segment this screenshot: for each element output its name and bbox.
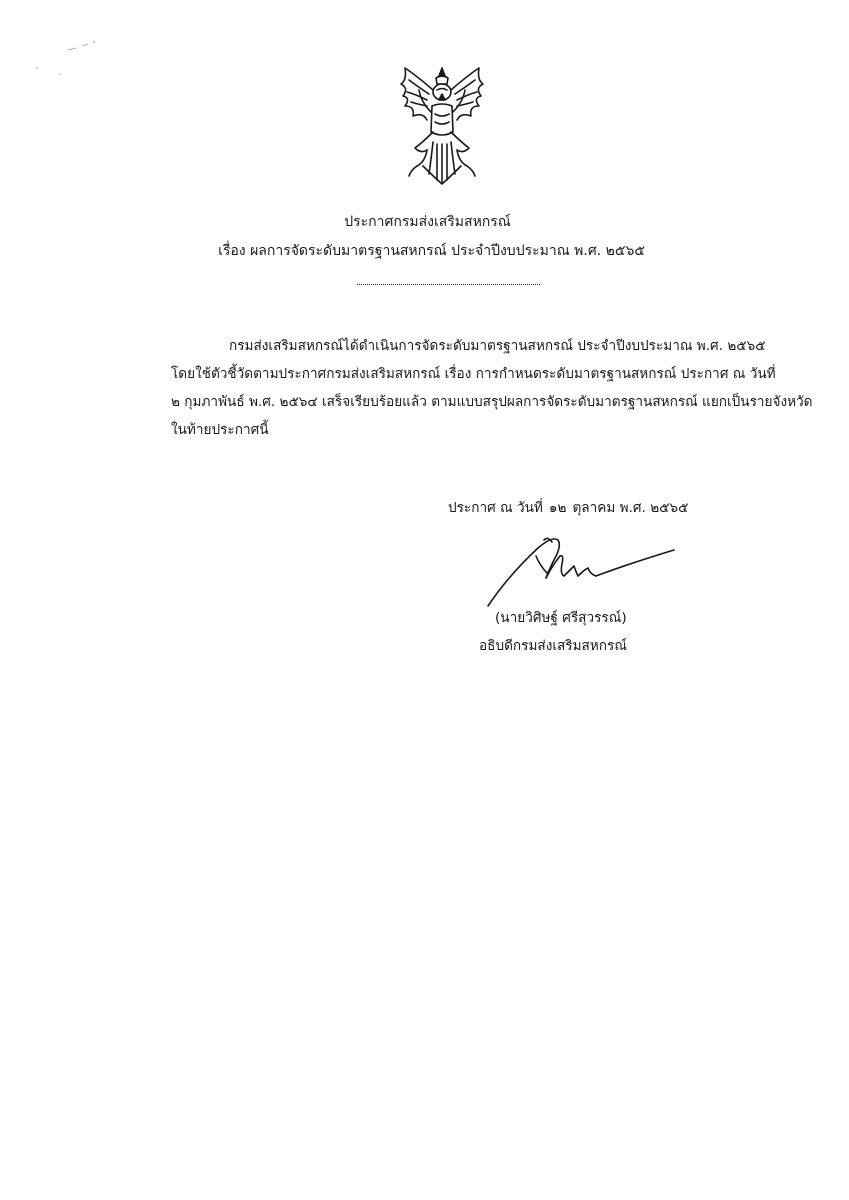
announcement-subject: เรื่อง ผลการจัดระดับมาตรฐานสหกรณ์ ประจำปีงบประมาณ พ.ศ. ๒๕๖๕ xyxy=(218,243,645,259)
body-line-4: ในท้ายประกาศนี้ xyxy=(171,422,269,438)
body-line-2: โดยใช้ตัวชี้วัดตามประกาศกรมส่งเสริมสหกรณ์ เรื่อง การกำหนดระดับมาตรฐานสหกรณ์ ประกาศ ณ วันที่ xyxy=(171,366,776,382)
signer-position: อธิบดีกรมส่งเสริมสหกรณ์ xyxy=(479,638,627,654)
garuda-emblem-icon xyxy=(387,62,497,187)
title-separator xyxy=(357,284,540,285)
announcement-day: ๑๒ xyxy=(548,500,567,516)
signer-name: (นายวิศิษฐ์ ศรีสุวรรณ์) xyxy=(495,610,627,626)
announcement-title: ประกาศกรมส่งเสริมสหกรณ์ xyxy=(344,214,511,230)
announcement-date xyxy=(448,498,688,518)
announcement-month-year: ตุลาคม พ.ศ. ๒๕๖๕ xyxy=(572,500,689,516)
announcement-date-prefix: ประกาศ ณ วันที่ xyxy=(448,500,543,516)
body-line-1: กรมส่งเสริมสหกรณ์ได้ดำเนินการจัดระดับมาตรฐานสหกรณ์ ประจำปีงบประมาณ พ.ศ. ๒๕๖๕ xyxy=(229,338,766,354)
body-line-3: ๒ กุมภาพันธ์ พ.ศ. ๒๕๖๔ เสร็จเรียบร้อยแล้ว ตามแบบสรุปผลการจัดระดับมาตรฐานสหกรณ์ แยกเป็นรายจังหวัด xyxy=(171,394,813,410)
handwritten-signature-icon xyxy=(478,526,678,616)
scan-specks xyxy=(30,30,120,90)
